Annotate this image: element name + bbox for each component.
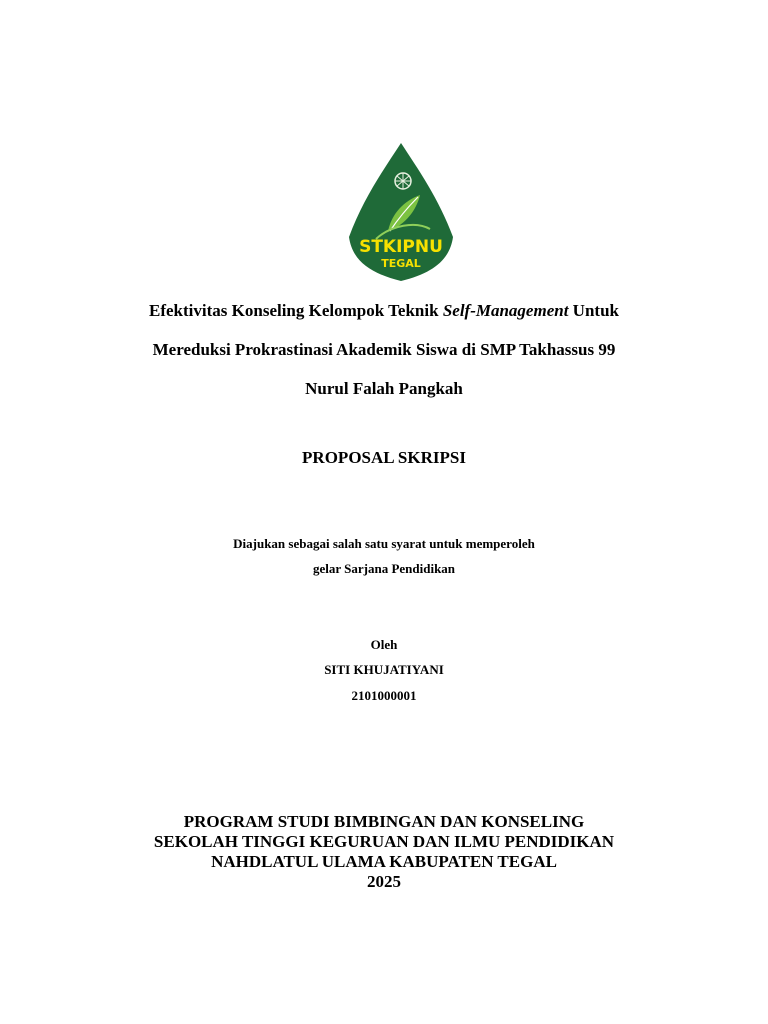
title-line-1-start: Efektivitas Konseling Kelompok Teknik [149,301,443,320]
logo-location: TEGAL [381,257,421,270]
document-type: PROPOSAL SKRIPSI [302,448,466,467]
institution-year: 2025 [367,872,401,891]
title-line-1-italic: Self-Management [442,301,569,320]
institution-line-2: SEKOLAH TINGGI KEGURUAN DAN ILMU PENDIDIKAN [153,832,615,851]
title-line-3: Nurul Falah Pangkah [305,379,463,398]
logo-name: STKIPNU [359,237,443,257]
title-line-1-end: Untuk [568,301,619,320]
title-line-1 [0,301,768,321]
institution-line-3: NAHDLATUL ULAMA KABUPATEN TEGAL [211,852,557,871]
author-by-label: Oleh [370,637,398,652]
author-id: 2101000001 [351,688,417,703]
institution-logo [346,141,456,283]
purpose-line-2: gelar Sarjana Pendidikan [312,561,456,576]
title-line-2: Mereduksi Prokrastinasi Akademik Siswa di SMP Takhassus 99 [152,340,616,359]
author-name: SITI KHUJATIYANI [324,662,444,677]
institution-line-1: PROGRAM STUDI BIMBINGAN DAN KONSELING [183,812,585,831]
purpose-line-1: Diajukan sebagai salah satu syarat untuk memperoleh [233,536,535,551]
